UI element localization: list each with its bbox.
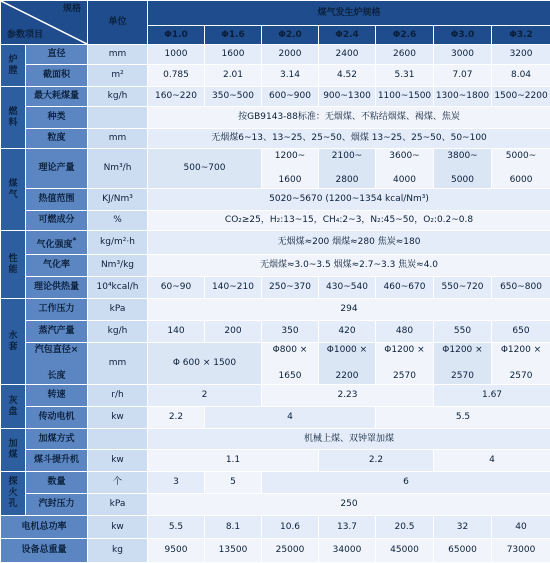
row-unit: kw [88, 450, 148, 472]
row-label: 加煤方式 [26, 429, 88, 450]
table-cell: 2.23 [262, 385, 434, 407]
row-label: 理论产量 [26, 149, 88, 189]
table-row [1, 539, 550, 563]
table-cell: 650~800 [492, 277, 550, 299]
table-cell: 1.67 [434, 385, 550, 407]
table-cell: 500~700 [148, 149, 262, 189]
table-row [1, 299, 550, 321]
table-cell: 无烟煤≈200 烟煤≈280 焦炭≈180 [148, 231, 550, 255]
row-unit: % [88, 211, 148, 231]
table-cell: 294 [148, 299, 550, 321]
group-poke-hole: 探 火 孔 [1, 472, 26, 516]
table-cell: 160~220 [148, 87, 205, 107]
table-cell: 3.14 [262, 65, 319, 87]
table-row [1, 129, 550, 149]
row-unit: kg [88, 539, 148, 563]
table-cell: Φ800 × 1650 [262, 343, 319, 385]
row-unit: kw [88, 516, 148, 539]
row-unit: 10⁴kcal/h [88, 277, 148, 299]
table-row [1, 231, 550, 255]
table-cell: 200 [205, 321, 262, 343]
table-cell: 4 [434, 450, 550, 472]
row-label: 截面积 [26, 65, 88, 87]
row-unit: kw [88, 407, 148, 429]
table-cell: Φ1200 × 2570 [434, 343, 492, 385]
table-cell: 480 [376, 321, 434, 343]
model-header: Φ1.0 [148, 26, 205, 45]
table-cell: 5 [205, 472, 262, 494]
table-cell: 5020~5670 (1200~1354 kcal/Nm³) [148, 189, 550, 211]
group-ash: 灰 盘 [1, 385, 26, 429]
table-row [1, 385, 550, 407]
row-label: 理论供热量 [26, 277, 88, 299]
row-label: 传动电机 [26, 407, 88, 429]
table-cell: 1600 [205, 45, 262, 65]
row-unit: mm [88, 343, 148, 385]
table-cell: 900~1300 [319, 87, 376, 107]
row-label: 煤斗提升机 [26, 450, 88, 472]
header-row [1, 1, 550, 26]
table-row [1, 450, 550, 472]
table-cell: 9500 [148, 539, 205, 563]
row-unit: kPa [88, 494, 148, 516]
row-label: 粒度 [26, 129, 88, 149]
group-fuel: 燃 料 [1, 87, 26, 149]
table-row [1, 494, 550, 516]
table-cell: 10.6 [262, 516, 319, 539]
table-row [1, 87, 550, 107]
table-cell: 60~90 [148, 277, 205, 299]
row-label: 可燃成分 [26, 211, 88, 231]
table-row [1, 321, 550, 343]
row-unit: kPa [88, 299, 148, 321]
table-cell: 4.52 [319, 65, 376, 87]
table-cell: 2000 [262, 45, 319, 65]
table-cell: Φ1000 × 2200 [319, 343, 376, 385]
table-cell: 2100~ 2800 [319, 149, 376, 189]
table-cell: 34000 [319, 539, 376, 563]
table-cell: 1200~ 1600 [262, 149, 319, 189]
table-cell: 350 [262, 321, 319, 343]
group-furnace: 炉 膛 [1, 45, 26, 87]
model-header: Φ2.4 [319, 26, 376, 45]
row-label: 汽包直径× 长度 [26, 343, 88, 385]
table-row [1, 45, 550, 65]
table-cell: CO₂≥25，H₂:13~15，CH₄:2~3，N₂:45~50，O₂:0.2~0.8 [148, 211, 550, 231]
table-cell: 1300~1800 [434, 87, 492, 107]
table-row [1, 277, 550, 299]
table-cell: 8.04 [492, 65, 550, 87]
table-row [1, 343, 550, 385]
table-row [1, 211, 550, 231]
table-cell: 按GB9143-88标准：无烟煤、不粘结烟煤、褐煤、焦炭 [148, 107, 550, 129]
table-cell: 6 [262, 472, 550, 494]
table-cell: 7.07 [434, 65, 492, 87]
row-unit: Nm³/kg [88, 255, 148, 277]
table-cell: 65000 [434, 539, 492, 563]
table-cell: 3 [148, 472, 205, 494]
table-cell: 3600~ 4000 [376, 149, 434, 189]
table-cell: 73000 [492, 539, 550, 563]
table-cell: 550 [434, 321, 492, 343]
row-unit: KJ/Nm³ [88, 189, 148, 211]
table-row [1, 429, 550, 450]
row-unit: kg/h [88, 321, 148, 343]
table-cell: 420 [319, 321, 376, 343]
table-cell: 13.7 [319, 516, 376, 539]
table-cell: 2.2 [148, 407, 205, 429]
table-cell: 无烟煤6~13、13~25、25~50、烟煤 13~25、25~50、50~100 [148, 129, 550, 149]
table-cell: 8.1 [205, 516, 262, 539]
table-cell: 140~210 [205, 277, 262, 299]
group-gas: 煤 气 [1, 149, 26, 231]
table-row [1, 107, 550, 129]
table-cell: Φ1200 × 2570 [376, 343, 434, 385]
table-row [1, 516, 550, 539]
model-header: Φ2.0 [262, 26, 319, 45]
table-cell: 550~720 [434, 277, 492, 299]
table-cell: 3800~ 5000 [434, 149, 492, 189]
table-cell: 250 [148, 494, 550, 516]
table-cell: 4 [205, 407, 376, 429]
table-cell: 5.31 [376, 65, 434, 87]
row-label: 气化强度* [26, 231, 88, 255]
table-cell: 32 [434, 516, 492, 539]
row-unit: mm [88, 129, 148, 149]
row-label: 种类 [26, 107, 88, 129]
table-cell: 2400 [319, 45, 376, 65]
table-cell: 430~540 [319, 277, 376, 299]
table-row [1, 189, 550, 211]
table-row [1, 65, 550, 87]
table-cell: 2.2 [319, 450, 434, 472]
row-label: 最大耗煤量 [26, 87, 88, 107]
table-cell: 45000 [376, 539, 434, 563]
group-jacket: 水 套 [1, 299, 26, 385]
table-cell: 5.5 [376, 407, 550, 429]
table-cell: 3000 [434, 45, 492, 65]
table-cell: 2.01 [205, 65, 262, 87]
row-label: 热值范围 [26, 189, 88, 211]
param-header: 参数项目 [7, 30, 43, 41]
row-unit: kg/h [88, 87, 148, 107]
model-header: Φ3.0 [434, 26, 492, 45]
row-label: 设备总重量 [1, 539, 88, 563]
group-performance: 性 能 [1, 231, 26, 299]
model-header: Φ1.6 [205, 26, 262, 45]
table-cell: 5000~ 6000 [492, 149, 550, 189]
table-cell: 1500~2200 [492, 87, 550, 107]
row-label: 电机总功率 [1, 516, 88, 539]
table-cell: 350~500 [205, 87, 262, 107]
table-cell: 600~900 [262, 87, 319, 107]
row-unit [88, 429, 148, 450]
table-title: 煤气发生炉规格 [148, 1, 550, 26]
unit-header: 单位 [88, 1, 148, 45]
group-feed: 加 煤 [1, 429, 26, 472]
table-cell: 460~670 [376, 277, 434, 299]
row-label: 蒸汽产量 [26, 321, 88, 343]
table-cell: Φ 600 × 1500 [148, 343, 262, 385]
table-row [1, 472, 550, 494]
table-cell: 13500 [205, 539, 262, 563]
table-cell: 1.1 [148, 450, 319, 472]
table-cell: 250~370 [262, 277, 319, 299]
row-unit: r/h [88, 385, 148, 407]
table-cell: Φ1200 × 2570 [492, 343, 550, 385]
table-cell: 25000 [262, 539, 319, 563]
table-cell: 机械上煤、双钟罩加煤 [148, 429, 550, 450]
table-cell: 1100~1500 [376, 87, 434, 107]
spec-header: 规格 [63, 4, 81, 15]
table-cell: 650 [492, 321, 550, 343]
table-row [1, 407, 550, 429]
row-label: 转速 [26, 385, 88, 407]
row-label: 数量 [26, 472, 88, 494]
table-cell: 无烟煤≈3.0~3.5 烟煤≈2.7~3.3 焦炭≈4.0 [148, 255, 550, 277]
row-unit: mm [88, 45, 148, 65]
row-label: 工作压力 [26, 299, 88, 321]
row-unit: kg/m²·h [88, 231, 148, 255]
table-cell: 3200 [492, 45, 550, 65]
row-label: 汽封压力 [26, 494, 88, 516]
row-unit: 个 [88, 472, 148, 494]
row-unit: Nm³/h [88, 149, 148, 189]
row-label: 直径 [26, 45, 88, 65]
table-cell: 0.785 [148, 65, 205, 87]
row-unit [88, 107, 148, 129]
row-label: 气化率 [26, 255, 88, 277]
table-row [1, 149, 550, 189]
row-unit: m² [88, 65, 148, 87]
model-header: Φ2.6 [376, 26, 434, 45]
table-cell: 2600 [376, 45, 434, 65]
table-cell: 2 [148, 385, 262, 407]
table-cell: 20.5 [376, 516, 434, 539]
table-cell: 140 [148, 321, 205, 343]
corner-header-cell [1, 1, 88, 45]
table-cell: 5.5 [148, 516, 205, 539]
table-row [1, 255, 550, 277]
table-cell: 40 [492, 516, 550, 539]
table-cell: 1000 [148, 45, 205, 65]
model-header: Φ3.2 [492, 26, 550, 45]
